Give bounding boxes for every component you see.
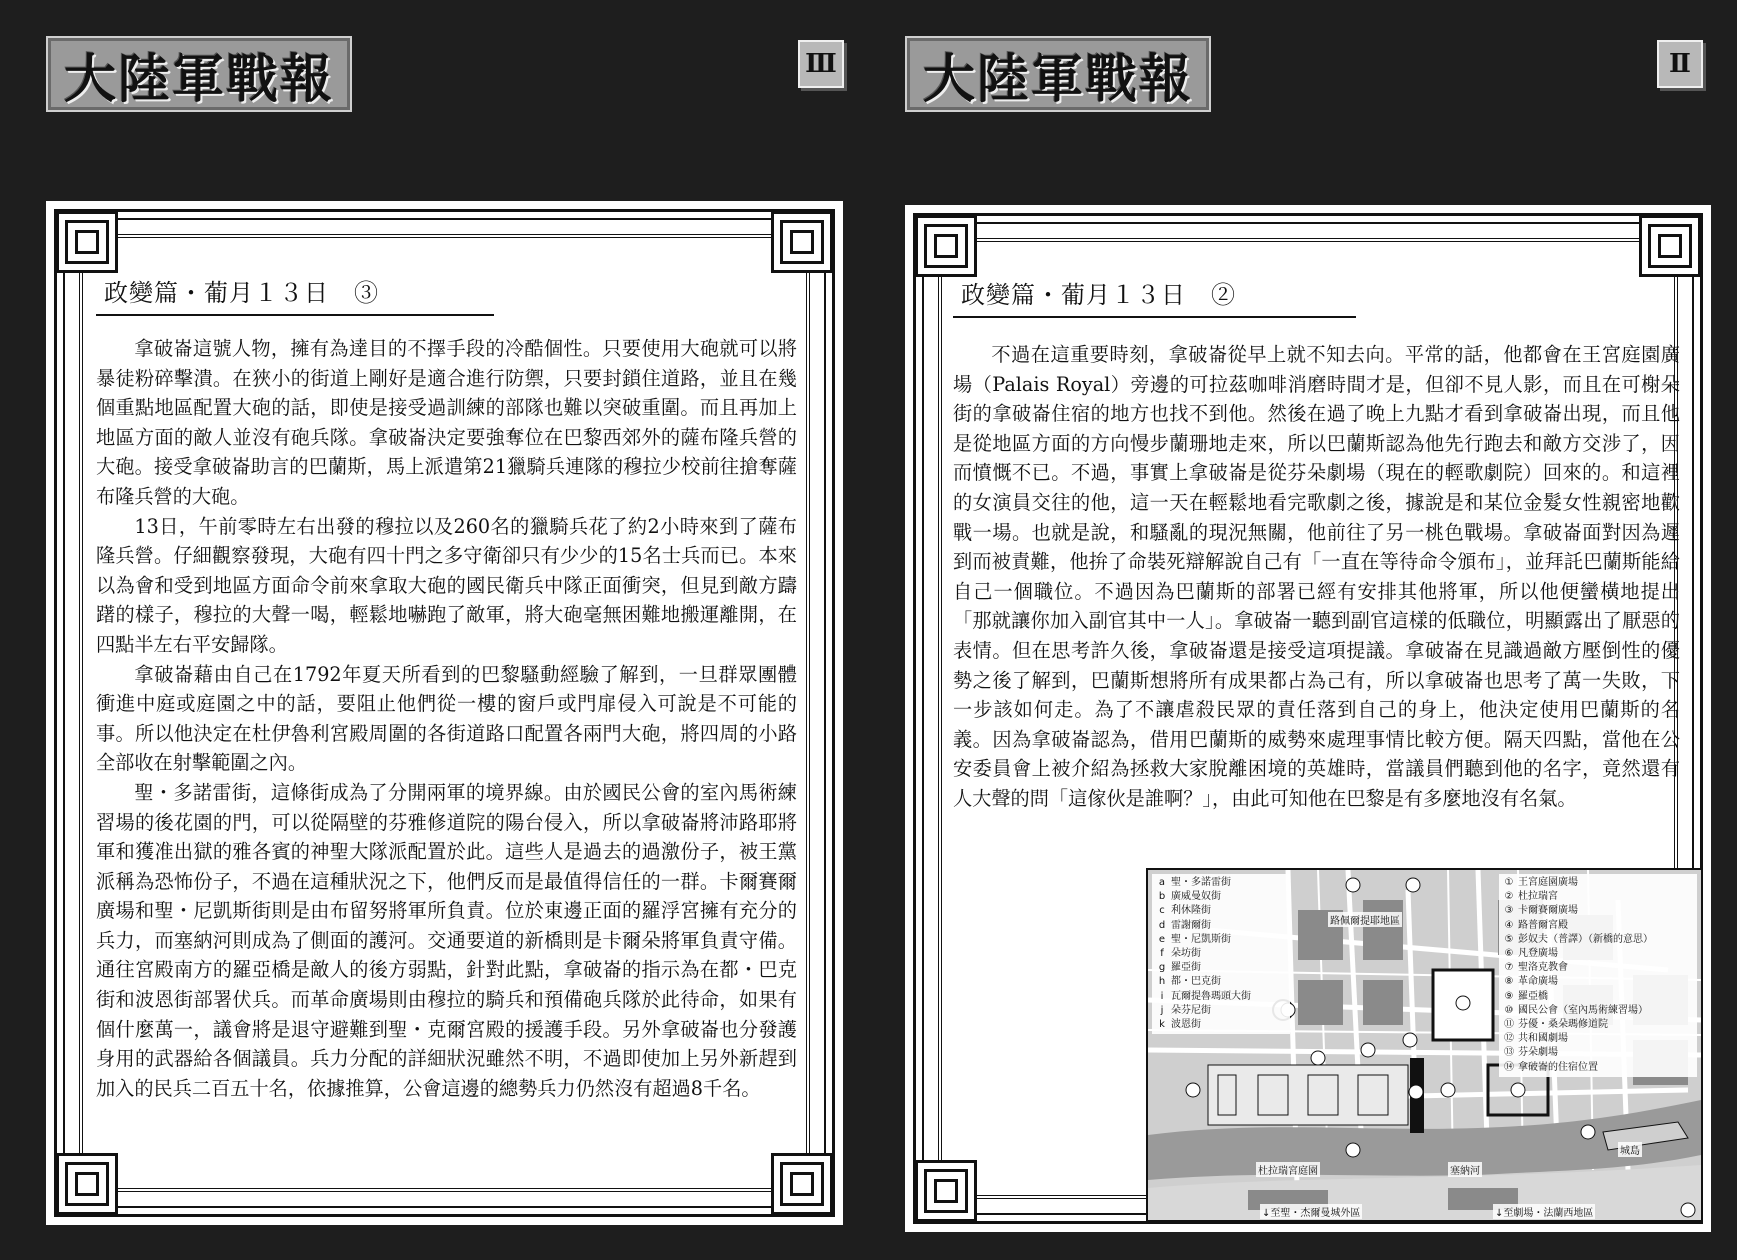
- frame-corner-ornament: [771, 211, 833, 273]
- frame-corner-ornament: [1639, 215, 1701, 277]
- legend-row: [1503, 975, 1693, 989]
- legend-label: 雷謝爾街: [1171, 919, 1211, 931]
- legend-label: 芬優・桑朵瑪修道院: [1518, 1019, 1608, 1031]
- paragraph: 拿破崙藉由自己在1792年夏天所看到的巴黎騷動經驗了解到，一旦群眾團體衝進中庭或庭園之中的話，要阻止他們從一樓的窗戶或門扉侵入可說是不可能的事。所以他決定在杜伊魯利宮殿周圍的各街道路口配置各兩門大砲，將四周的小路全部收在射擊範圍之內。: [96, 662, 797, 775]
- map-legend-streets: [1152, 874, 1290, 1034]
- paragraph: 13日，午前零時左右出發的穆拉以及260名的獵騎兵花了約2小時來到了薩布隆兵營。仔細觀察發現，大砲有四十門之多守衛卻只有少少的15名士兵而已。本來以為會和受到地區方面命令前來拿取大砲的國民衛兵中隊正面衝突，但見到敵方躊躇的樣子，穆拉的大聲一喝，輕鬆地嚇跑了敵軍，將大砲毫無困難地搬運離開，在四點半左右平安歸隊。: [96, 514, 797, 656]
- legend-row: [1156, 947, 1286, 961]
- legend-label: 彭奴夫（普譯）（新橋的意思）: [1518, 933, 1653, 945]
- right-page: [869, 0, 1737, 1260]
- legend-key: ⑧: [1504, 976, 1514, 988]
- legend-row: [1503, 1046, 1693, 1060]
- paris-map: [1146, 868, 1703, 1222]
- legend-row: [1503, 1032, 1693, 1046]
- legend-key: ⑥: [1504, 948, 1514, 960]
- legend-label: 朵坊街: [1171, 948, 1201, 960]
- legend-key: ⑦: [1504, 962, 1514, 974]
- legend-label: 羅亞橋: [1518, 990, 1548, 1002]
- legend-key: ⑩: [1504, 1004, 1514, 1016]
- legend-label: 聖・多諾雷街: [1171, 877, 1231, 888]
- legend-row: [1503, 904, 1693, 918]
- legend-key: ⑬: [1504, 1047, 1514, 1059]
- legend-label: 羅亞街: [1171, 962, 1201, 974]
- legend-key: ⑪: [1504, 1019, 1514, 1031]
- legend-label: 瓦爾提魯瑪頭大街: [1171, 990, 1251, 1002]
- legend-key: i: [1160, 990, 1164, 1002]
- legend-key: ③: [1504, 905, 1514, 917]
- frame-corner-ornament: [915, 215, 977, 277]
- series-banner: 大陸軍戰報: [905, 36, 1211, 112]
- paragraph: 聖・多諾雷街，這條街成為了分開兩軍的境界線。由於國民公會的室內馬術練習場的後花園的門，可以從隔壁的芬雅修道院的陽台侵入，所以拿破崙將沛路耶將軍和獲准出獄的雅各賓的神聖大隊派配置於此。這些人是過去的過激份子，被王黨派稱為恐怖份子，不過在這種狀況之下，他們反而是最值得信任的一群。卡爾賽爾廣場和聖・尼凱斯街則是由布留努將軍所負責。位於東邊正面的羅浮宮擁有充分的兵力，而塞納河則成為了側面的護河。交通要道的新橋則是卡爾朵將軍負責守備。通往宮殿南方的羅亞橋是敵人的後方弱點，針對此點，拿破崙的指示為在都・巴克街和波恩街部署伏兵。而革命廣場則由穆拉的騎兵和預備砲兵隊於此待命，如果有個什麼萬一，議會將是退守避難到聖・克爾宮殿的援護手段。另外拿破崙也分發護身用的武器給各個議員。兵力分配的詳細狀況雖然不明，不過即使加上另外新趕到加入的民兵二百五十名，依據推算，公會這邊的總勢兵力仍然沒有超過8千名。: [96, 780, 797, 1100]
- map-label-river: 塞納河: [1448, 1162, 1482, 1177]
- legend-key: g: [1158, 962, 1166, 974]
- legend-row: [1156, 933, 1286, 947]
- article-panel: [46, 201, 843, 1225]
- legend-row: [1503, 933, 1693, 947]
- legend-label: 王宮庭園廣場: [1518, 877, 1578, 888]
- legend-label: 利休隆街: [1171, 905, 1211, 917]
- legend-key: ⑨: [1504, 990, 1514, 1002]
- chapter-numeral-badge: Ⅲ: [798, 40, 844, 88]
- legend-row: [1503, 990, 1693, 1004]
- legend-label: 凡登廣場: [1518, 948, 1558, 960]
- legend-label: 國民公會（室內馬術練習場）: [1518, 1004, 1648, 1016]
- map-legend-places: [1499, 874, 1697, 1077]
- legend-label: 拿破崙的住宿位置: [1518, 1061, 1598, 1073]
- legend-row: [1156, 961, 1286, 975]
- legend-row: [1156, 1004, 1286, 1018]
- legend-key: e: [1158, 933, 1166, 945]
- legend-row: [1503, 1004, 1693, 1018]
- article-content: [96, 273, 797, 1185]
- legend-row: [1503, 961, 1693, 975]
- legend-label: 卡爾賽爾廣場: [1518, 905, 1578, 917]
- legend-row: [1156, 876, 1286, 890]
- map-label-to-west: ↓至聖・杰爾曼城外區: [1260, 1204, 1362, 1219]
- legend-label: 都・巴克街: [1171, 976, 1221, 988]
- section-title: 政變篇・葡月１３日 ②: [953, 275, 1356, 318]
- legend-row: [1156, 1018, 1286, 1032]
- legend-key: ⑭: [1504, 1061, 1514, 1073]
- legend-key: f: [1160, 948, 1164, 960]
- legend-label: 廣威曼奴街: [1171, 891, 1221, 903]
- legend-row: [1503, 890, 1693, 904]
- legend-key: d: [1158, 919, 1166, 931]
- legend-row: [1156, 904, 1286, 918]
- legend-row: [1503, 947, 1693, 961]
- series-banner: 大陸軍戰報: [46, 36, 352, 112]
- paragraph: 不過在這重要時刻，拿破崙從早上就不知去向。平常的話，他都會在王宮庭園廣場（Palais Royal）旁邊的可拉茲咖啡消磨時間才是，但卻不見人影，而且在可榭朵街的拿破崙住宿的地方也找不到他。然後在過了晚上九點才看到拿破崙出現，而且他是從地區方面的方向慢步蘭珊地走來，所以巴蘭斯認為他先行跑去和敵方交涉了，因而憤慨不已。不過，事實上拿破崙是從芬朵劇場（現在的輕歌劇院）回來的。和這裡的女演員交往的他，這一天在輕鬆地看完歌劇之後，據說是和某位金髮女性親密地歡戰一場。也就是說，和騷亂的現況無關，他前往了另一桃色戰場。拿破崙面對因為遲到而被責難，他拚了命裝死辯解說自己有「一直在等待命令頒布」，並拜託巴蘭斯能給自己一個職位。不過因為巴蘭斯的部署已經有安排其他將軍，所以他便蠻橫地提出「那就讓你加入副官其中一人」。拿破崙一聽到副官這樣的低職位，明顯露出了厭惡的表情。但在思考許久後，拿破崙還是接受這項提議。拿破崙在見識過敵方壓倒性的優勢之後了解到，巴蘭斯想將所有成果都占為己有，所以拿破崙也思考了萬一失敗，下一步該如何走。為了不讓虐殺民眾的責任落到自己的身上，他決定使用巴蘭斯的名義。因為拿破崙認為，借用巴蘭斯的威勢來處理事情比較方便。隔天四點，當他在公安委員會上被介紹為拯救大家脫離困境的英雄時，當議員們聽到他的名字，竟然還有人大聲的問「這傢伙是誰啊？」，由此可知他在巴黎是有多麼地沒有名氣。: [953, 343, 1680, 810]
- legend-row: [1503, 876, 1693, 890]
- legend-row: [1156, 919, 1286, 933]
- map-label-island: 城島: [1618, 1142, 1642, 1157]
- legend-row: [1156, 890, 1286, 904]
- legend-key: h: [1158, 976, 1166, 988]
- paragraph: 拿破崙這號人物，擁有為達目的不擇手段的冷酷個性。只要使用大砲就可以將暴徒粉碎擊潰。在狹小的街道上剛好是適合進行防禦，只要封鎖住道路，並且在幾個重點地區配置大砲的話，即使是接受過訓練的部隊也難以突破重圍。而且再加上地區方面的敵人並沒有砲兵隊。拿破崙決定要強奪位在巴黎西郊外的薩布隆兵營的大砲。接受拿破崙助言的巴蘭斯，馬上派遣第21獵騎兵連隊的穆拉少校前往搶奪薩布隆兵營的大砲。: [96, 337, 797, 508]
- map-label-garden: 杜拉瑞宮庭園: [1256, 1162, 1320, 1177]
- legend-key: c: [1159, 905, 1165, 917]
- legend-row: [1156, 975, 1286, 989]
- legend-key: b: [1158, 891, 1166, 903]
- legend-label: 波恩街: [1171, 1019, 1201, 1031]
- section-title: 政變篇・葡月１３日 ③: [96, 273, 494, 316]
- legend-key: ⑤: [1504, 933, 1514, 945]
- map-label-to-east: ↓至劇場・法蘭西地區: [1493, 1204, 1595, 1219]
- legend-key: ①: [1504, 877, 1514, 888]
- legend-key: k: [1159, 1019, 1165, 1031]
- left-page: [0, 0, 868, 1260]
- legend-label: 杜拉瑞宮: [1518, 891, 1558, 903]
- legend-row: [1503, 1018, 1693, 1032]
- chapter-numeral-badge: Ⅱ: [1657, 40, 1703, 88]
- legend-label: 共和國劇場: [1518, 1033, 1568, 1045]
- legend-label: 路普爾宮殿: [1518, 919, 1568, 931]
- frame-corner-ornament: [56, 211, 118, 273]
- legend-label: 聖洛克教會: [1518, 962, 1568, 974]
- legend-row: [1156, 990, 1286, 1004]
- map-label-district: 路佩爾提耶地區: [1328, 912, 1402, 927]
- legend-row: [1503, 1061, 1693, 1075]
- legend-key: ⑫: [1504, 1033, 1514, 1045]
- legend-label: 聖・尼凱斯街: [1171, 933, 1231, 945]
- legend-key: a: [1158, 877, 1166, 888]
- legend-row: [1503, 919, 1693, 933]
- legend-key: j: [1160, 1004, 1164, 1016]
- legend-key: ②: [1504, 891, 1514, 903]
- legend-label: 朵芬尼街: [1171, 1004, 1211, 1016]
- legend-label: 芬朵劇場: [1518, 1047, 1558, 1059]
- article-panel: [905, 205, 1711, 1232]
- legend-label: 革命廣場: [1518, 976, 1558, 988]
- legend-key: ④: [1504, 919, 1514, 931]
